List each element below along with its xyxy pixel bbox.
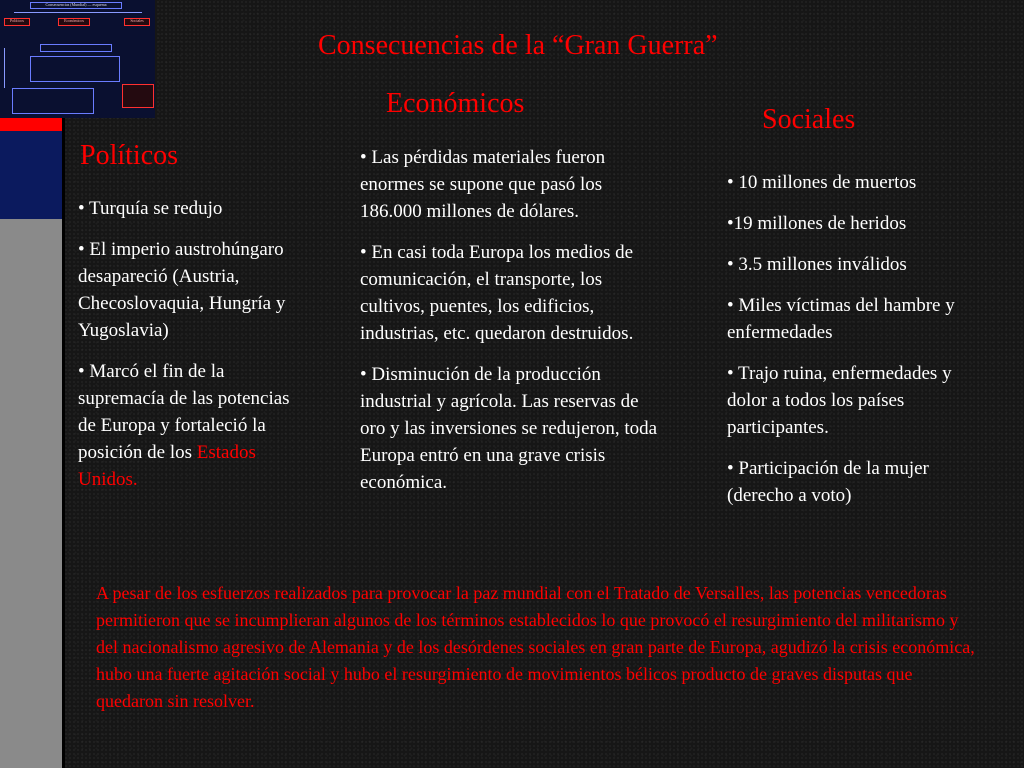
thumbnail-connector xyxy=(14,12,142,13)
column-economicos xyxy=(360,144,665,510)
conclusion-paragraph: A pesar de los esfuerzos realizados para provocar la paz mundial con el Tratado de Versalles, las potencias vencedoras permitieron que se incumplieran algunos de los términos establecidos lo que provocó el resurgimiento del militarismo y del nacionalismo agresivo de Alemania y de los desórdenes sociales en gran parte de Europa, agudizó la crisis económica, hubo una fuerte agitación social y hubo el resurgimiento de movimientos bélicos producto de graves disputas que quedaron sin resolver. xyxy=(96,583,975,711)
heading-sociales: Sociales xyxy=(762,104,856,135)
column-politicos xyxy=(78,195,290,507)
list-item: •19 millones de heridos xyxy=(727,213,907,234)
heading-economicos: Económicos xyxy=(386,88,525,119)
list-item: • Disminución de la producción industrial y agrícola. Las reservas de oro y las inversiones se redujeron, toda Europa entró en una grave crisis económica. xyxy=(360,364,658,493)
column-sociales xyxy=(727,169,987,523)
list-item: • Las pérdidas materiales fueron enormes se supone que pasó los 186.000 millones de dólares. xyxy=(360,147,606,222)
thumbnail-box-list xyxy=(30,56,120,82)
list-item-text: • Marcó el fin de la supremacía de las potencias de Europa y fortaleció la posición de los xyxy=(78,361,290,463)
slide-title: Consecuencias de la “Gran Guerra” xyxy=(318,30,718,61)
thumbnail-box-sociales: Sociales xyxy=(124,18,150,26)
list-item: • Turquía se redujo xyxy=(78,198,223,219)
strip-navy-block xyxy=(0,131,62,219)
list-item: • Miles víctimas del hambre y enfermedades xyxy=(727,295,955,343)
list-item: • 10 millones de muertos xyxy=(727,172,917,193)
thumbnail-side-line xyxy=(4,48,5,88)
highlight-estados-unidos: Estados Unidos. xyxy=(78,442,256,490)
thumbnail-box-right xyxy=(122,84,154,108)
thumbnail-box-bottom xyxy=(12,88,94,114)
list-item: • El imperio austrohúngaro desapareció (Austria, Checoslovaquia, Hungría y Yugoslavia) xyxy=(78,239,286,341)
thumbnail-box-economicos: Económicos xyxy=(58,18,90,26)
heading-politicos: Políticos xyxy=(80,140,179,171)
list-item xyxy=(78,358,290,493)
thumbnail-box-middle xyxy=(40,44,112,52)
list-item: • En casi toda Europa los medios de comunicación, el transporte, los cultivos, puentes, los edificios, industrias, etc. quedaron destruidos. xyxy=(360,242,634,344)
slide-thumbnail[interactable] xyxy=(0,0,155,118)
list-item: • Trajo ruina, enfermedades y dolor a todos los países participantes. xyxy=(727,363,952,438)
list-item: • 3.5 millones inválidos xyxy=(727,254,907,275)
list-item: • Participación de la mujer (derecho a voto) xyxy=(727,458,929,506)
thumbnail-box-politicos: Políticos xyxy=(4,18,30,26)
left-decorative-strip xyxy=(0,115,62,768)
strip-red-band xyxy=(0,117,62,131)
strip-shadow xyxy=(62,115,65,768)
thumbnail-heading: Consecuencias (Mundial) — esquema xyxy=(30,2,122,9)
